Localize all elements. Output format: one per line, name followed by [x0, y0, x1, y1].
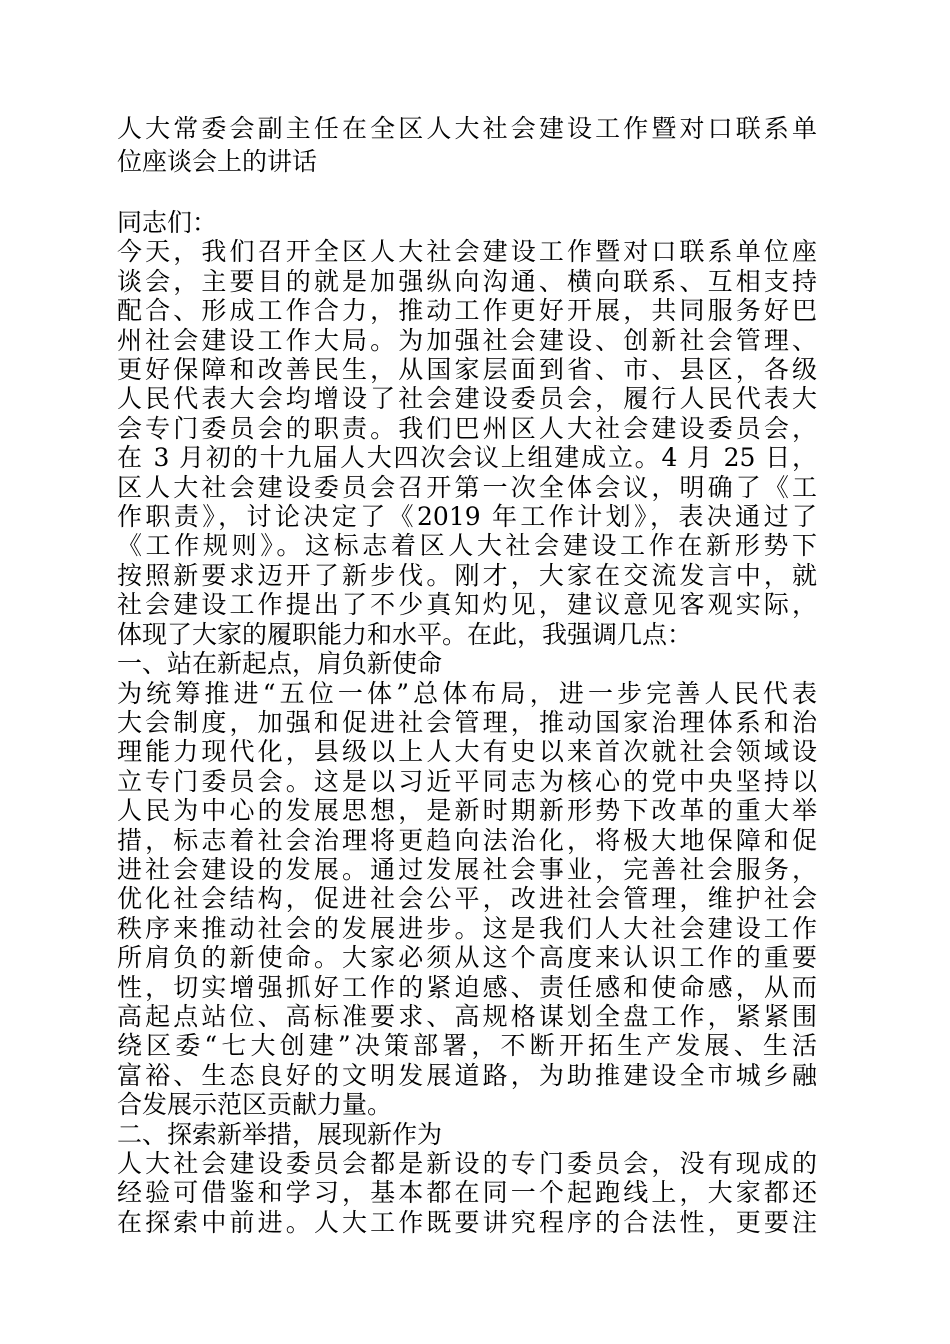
- text-line: 为统筹推进“五位一体”总体布局，进一步完善人民代表: [117, 678, 817, 708]
- paragraph-1: [117, 237, 817, 649]
- text-line: 人民为中心的发展思想，是新时期新形势下改革的重大举: [117, 796, 817, 826]
- text-line: 谈会，主要目的就是加强纵向沟通、横向联系、互相支持: [117, 266, 817, 296]
- text-line: 绕区委“七大创建”决策部署，不断开拓生产发展、生活: [117, 1031, 817, 1061]
- title-line: 人大常委会副主任在全区人大社会建设工作暨对口联系单: [117, 114, 817, 143]
- title-line: 位座谈会上的讲话: [117, 147, 318, 176]
- text-line: 区人大社会建设委员会召开第一次全体会议，明确了《工: [117, 472, 817, 502]
- text-line: 经验可借鉴和学习，基本都在同一个起跑线上，大家都还: [117, 1178, 817, 1208]
- text-line: 所肩负的新使命。大家必须从这个高度来认识工作的重要: [117, 943, 817, 973]
- document-title: [117, 112, 817, 178]
- text-line: 秩序来推动社会的发展进步。这是我们人大社会建设工作: [117, 913, 817, 943]
- text-line: 性，切实增强抓好工作的紧迫感、责任感和使命感，从而: [117, 972, 817, 1002]
- text-line: 人民代表大会均增设了社会建设委员会，履行人民代表大: [117, 384, 817, 414]
- text-line: 优化社会结构，促进社会公平，改进社会管理，维护社会: [117, 884, 817, 914]
- text-line: 理能力现代化，县级以上人大有史以来首次就社会领域设: [117, 737, 817, 767]
- text-line: 今天，我们召开全区人大社会建设工作暨对口联系单位座: [117, 237, 817, 267]
- text-line: 合发展示范区贡献力量。: [117, 1090, 393, 1120]
- text-line: 配合、形成工作合力，推动工作更好开展，共同服务好巴: [117, 296, 817, 326]
- text-line: 《工作规则》。这标志着区人大社会建设工作在新形势下: [117, 531, 817, 561]
- text-line: 人大社会建设委员会都是新设的专门委员会，没有现成的: [117, 1149, 817, 1178]
- text-line: 州社会建设工作大局。为加强社会建设、创新社会管理、: [117, 325, 817, 355]
- text-line: 作职责》，讨论决定了《2019 年工作计划》，表决通过了: [117, 502, 817, 532]
- text-line: 富裕、生态良好的文明发展道路，为助推建设全市城乡融: [117, 1060, 817, 1090]
- document-page: [117, 112, 817, 1237]
- text-line: 措，标志着社会治理将更趋向法治化，将极大地保障和促: [117, 825, 817, 855]
- text-line: 按照新要求迈开了新步伐。刚才，大家在交流发言中，就: [117, 560, 817, 590]
- paragraph-2: [117, 679, 817, 1120]
- text-line: 在探索中前进。人大工作既要讲究程序的合法性，更要注: [117, 1207, 817, 1237]
- title-spacer: [117, 178, 817, 208]
- paragraph-3: [117, 1149, 817, 1237]
- text-line: 社会建设工作提出了不少真知灼见，建议意见客观实际，: [117, 590, 817, 620]
- text-line: 体现了大家的履职能力和水平。在此，我强调几点：: [117, 619, 693, 649]
- text-line: 高起点站位、高标准要求、高规格谋划全盘工作，紧紧围: [117, 1001, 817, 1031]
- document-body: [117, 208, 817, 1237]
- text-line: 更好保障和改善民生，从国家层面到省、市、县区，各级: [117, 355, 817, 385]
- section-heading-1: 一、站在新起点，肩负新使命: [117, 649, 443, 679]
- text-line: 在 3 月初的十九届人大四次会议上组建成立。4 月 25 日，: [117, 443, 817, 473]
- text-line: 立专门委员会。这是以习近平同志为核心的党中央坚持以: [117, 766, 817, 796]
- text-line: 大会制度，加强和促进社会管理，推动国家治理体系和治: [117, 707, 817, 737]
- text-line: 会专门委员会的职责。我们巴州区人大社会建设委员会，: [117, 413, 817, 443]
- text-line: 进社会建设的发展。通过发展社会事业，完善社会服务，: [117, 854, 817, 884]
- section-heading-2: 二、探索新举措，展现新作为: [117, 1119, 443, 1149]
- salutation: 同志们：: [117, 208, 218, 237]
